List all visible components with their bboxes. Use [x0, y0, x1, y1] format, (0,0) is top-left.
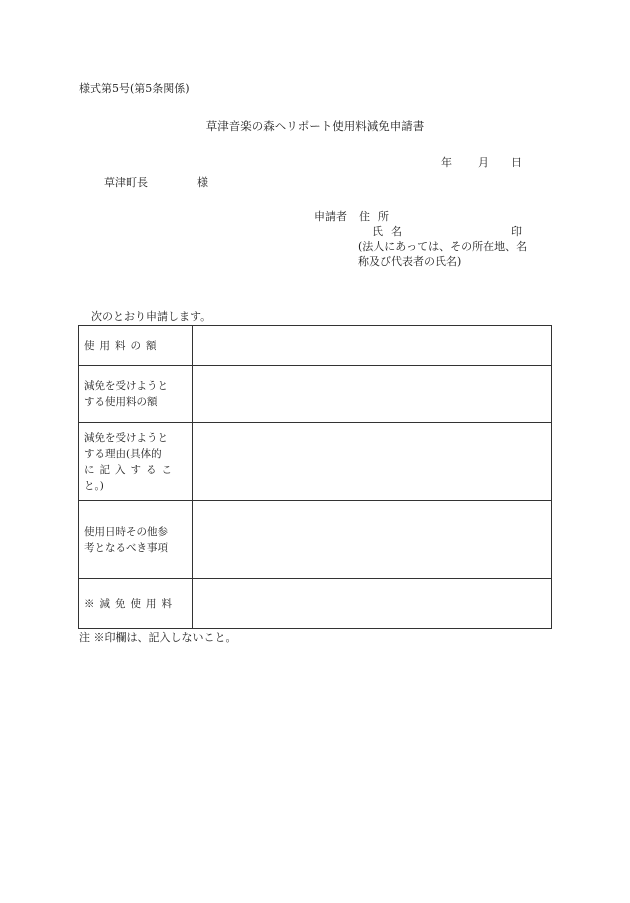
reduction-fee-label-line-2: する使用料の額	[84, 396, 158, 408]
table-row	[79, 501, 552, 579]
reduced-fee-label	[79, 579, 193, 629]
corporation-note-line-1: (法人にあっては、その所在地、名	[358, 240, 528, 253]
reduction-fee-field[interactable]	[193, 366, 552, 423]
page-title: 草津音楽の森ヘリポート使用料減免申請書	[205, 119, 425, 133]
application-table	[78, 325, 552, 629]
reduction-fee-label	[79, 366, 193, 423]
reduction-reason-field[interactable]	[193, 423, 552, 501]
footnote: 注 ※印欄は、記入しないこと。	[79, 631, 237, 644]
date-year-label: 年	[441, 156, 452, 169]
reduced-fee-label-text: ※減免使用料	[84, 597, 177, 610]
usage-details-field[interactable]	[193, 501, 552, 579]
intro-text: 次のとおり申請します。	[91, 310, 212, 323]
reduction-fee-label-line-1: 減免を受けようと	[84, 380, 168, 392]
fee-amount-label-text: 使用料の額	[84, 339, 162, 352]
applicant-label: 申請者	[314, 210, 347, 223]
table-row	[79, 579, 552, 629]
usage-details-label	[79, 501, 193, 579]
seal-label: 印	[511, 225, 522, 238]
reduction-reason-label-line-4: と。)	[84, 479, 104, 492]
reduction-reason-label-line-1: 減免を受けようと	[84, 431, 168, 444]
address-label: 住所	[359, 210, 397, 223]
form-reference: 様式第5号(第5条関係)	[79, 82, 190, 95]
reduction-reason-label	[79, 423, 193, 501]
date-day-label: 日	[511, 156, 522, 169]
reduction-reason-label-line-2: する理由(具体的	[84, 447, 162, 460]
table-row	[79, 366, 552, 423]
usage-details-label-line-2: 考となるべき事項	[84, 541, 168, 554]
date-month-label: 月	[478, 156, 489, 169]
table-row	[79, 423, 552, 501]
table-row	[79, 326, 552, 366]
addressee-honorific: 様	[197, 176, 208, 189]
reduced-fee-field[interactable]	[193, 579, 552, 629]
corporation-note-line-2: 称及び代表者の氏名)	[358, 255, 462, 268]
usage-details-label-line-1: 使用日時その他参	[84, 525, 168, 538]
fee-amount-label	[79, 326, 193, 366]
fee-amount-field[interactable]	[193, 326, 552, 366]
reduction-reason-label-line-3: に記入するこ	[84, 463, 177, 476]
name-label: 氏名	[372, 225, 410, 238]
addressee-name: 草津町長	[104, 176, 148, 189]
